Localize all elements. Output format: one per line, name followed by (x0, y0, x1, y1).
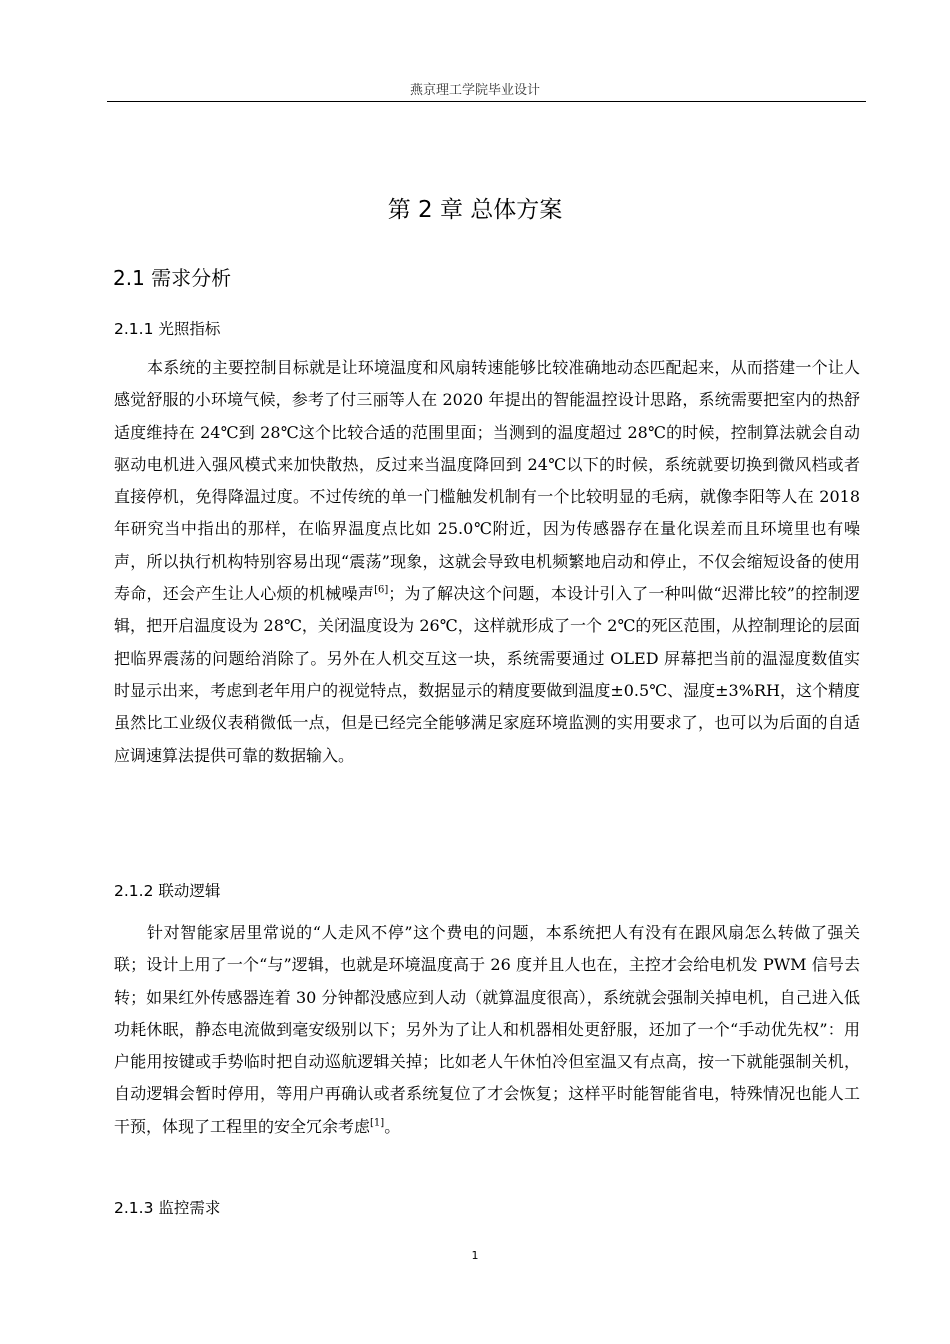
paragraph-text: ；为了解决这个问题，本设计引入了一种叫做“迟滞比较”的控制逻辑，把开启温度设为 28℃，关闭温度设为 26℃，这样就形成了一个 2℃的死区范围，从控制理论的层面把临界震荡的问题给消除了。另外在人机交互这一块，系统需要通过 OLED 屏幕把当前的温湿度数值实时显示出来，考虑到老年用户的视觉特点，数据显示的精度要做到温度±0.5℃、湿度±3%RH，这个精度虽然比工业级仪表稍微低一点，但是已经完全能够满足家庭环境监测的实用要求了，也可以为后面的自适应调速算法提供可靠的数据输入。 (114, 584, 860, 765)
chapter-title: 第 2 章 总体方案 (387, 197, 563, 223)
subsection-title-2-1-2: 2.1.2 联动逻辑 (114, 882, 221, 900)
header-rule (107, 101, 866, 102)
page-number: 1 (471, 1249, 479, 1262)
body-paragraph-2-1-2 (114, 917, 860, 1143)
citation-marker: [1] (370, 1117, 385, 1129)
paragraph-text: 。 (384, 1116, 401, 1136)
body-paragraph-2-1-1 (114, 352, 860, 772)
page-header: 燕京理工学院毕业设计 (409, 83, 540, 98)
paragraph-text: 针对智能家居里常说的“人走风不停”这个费电的问题，本系统把人有没有在跟风扇怎么转做了强关联；设计上用了一个“与”逻辑，也就是环境温度高于 26 度并且人也在，主控才会给电机发 PWM 信号去转；如果红外传感器连着 30 分钟都没感应到人动（就算温度很高），系统就会强制关掉电机，自己进入低功耗休眠，静态电流做到毫安级别以下；另外为了让人和机器相处更舒服，还加了一个“手动优先权”：用户能用按键或手势临时把自动巡航逻辑关掉；比如老人午休怕冷但室温又有点高，按一下就能强制关机，自动逻辑会暂时停用，等用户再确认或者系统复位了才会恢复；这样平时能智能省电，特殊情况也能人工干预，体现了工程里的安全冗余考虑 (114, 923, 860, 1136)
subsection-title-2-1-3: 2.1.3 监控需求 (114, 1199, 221, 1217)
subsection-title-2-1-1: 2.1.1 光照指标 (114, 320, 221, 338)
citation-marker: [6] (374, 584, 389, 596)
paragraph-text: 本系统的主要控制目标就是让环境温度和风扇转速能够比较准确地动态匹配起来，从而搭建一个让人感觉舒服的小环境气候，参考了付三丽等人在 2020 年提出的智能温控设计思路，系统需要把室内的热舒适度维持在 24℃到 28℃这个比较合适的范围里面；当测到的温度超过 28℃的时候，控制算法就会自动驱动电机进入强风模式来加快散热，反过来当温度降回到 24℃以下的时候，系统就要切换到微风档或者直接停机，免得降温过度。不过传统的单一门槛触发机制有一个比较明显的毛病，就像李阳等人在 2018 年研究当中指出的那样，在临界温度点比如 25.0℃附近，因为传感器存在量化误差而且环境里也有噪声，所以执行机构特别容易出现“震荡”现象，这就会导致电机频繁地启动和停止，不仅会缩短设备的使用寿命，还会产生让人心烦的机械噪声 (114, 358, 860, 604)
section-title: 2.1 需求分析 (113, 266, 232, 290)
